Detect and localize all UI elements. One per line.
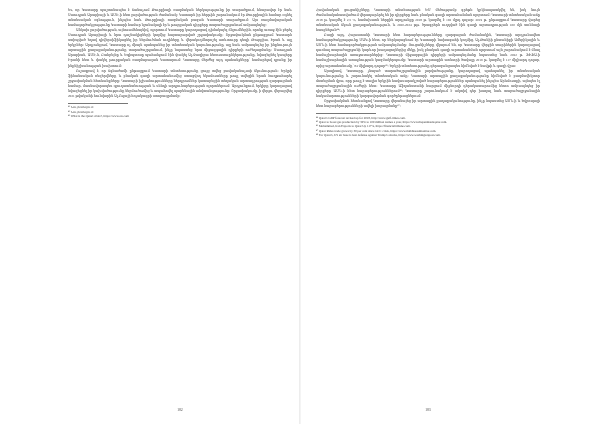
book-gutter bbox=[299, 0, 301, 424]
footnote-rule bbox=[68, 103, 128, 104]
left-footnotes bbox=[68, 105, 292, 118]
left-page-body bbox=[68, 8, 292, 99]
footnote: ⁴⁷ Qatar Rides trade grows by 30 per cent since GCC crisis, https://www.middleeastmonitor.com. bbox=[316, 128, 437, 133]
paragraph: Բացի այդ, Հայաստանի Կատարի հետ հարաբերությունները զարգացան ժամանակին, Կատարի արդյունավետ համագործակցությունը ՄԱԿ-ի հետ, որ ներկայացնում էր Կատարի նախագահի կողմից, Ալ-Թանիի ընտանիքի Ամերիկային և ԱՄՆ-ի հետ համագործակցության ամրապնդմանը։ Ցուցանիշները վկայում են, որ Կատարը վերջին տարիներին կարողացավ դառնալ տարածաշրջանի կարևոր խաղացողներից մեկը, իսկ բնական գազի արտահանման ոլորտում այն շարունակում է մնալ համաշխարհային առաջատարներից։ Կատարի միջազգային դիրքերի ամրապնդմանը նպաստեց նաև 2022 թ. ՖԻՖԱ-ի համաշխարհային առաջնության կազմակերպումը։ Կատարի արտաքին առևտրի ծավալը 2019 թ. կազմել է 117 միլիարդ դոլար, որից արտահանումը՝ 84 միլիարդ դոլար⁴⁵։ Երկրի տնտեսությունը գերազանցապես հիմնված է նավթի և գազի վրա։ bbox=[316, 33, 540, 68]
footnote: ⁴⁴ Qatar's GDP forecast revised up for 2018, http://www.gulf-times.com. bbox=[316, 115, 406, 120]
right-page-body bbox=[316, 8, 540, 109]
paragraph: Ուշագրավ է, որ ճգնաժամի ընթացքում Կատարի տնտեսությունը ցույց տվեց բավականաչափ ճկունություն։ Երկրի ֆինանսական ռեզերվները և բնական գազի արտահանումից ստացվող եկամուտները թույլ տվեցին նրան հաղթահարել շրջափակման հետևանքները։ Կատարի իշխանությունները ներդրումներ կատարեցին տեղական արտադրության զարգացման համար, մասնավորապես գյուղատնտեսության և սննդի արդյունաբերության ոլորտներում։ Արդյունքում, երկիրը կարողացավ նվազեցնել իր կախվածությունը ներմուծումից և ապահովել պարենային անվտանգությունը։ Շրջափակումը, ի վերջո, վերացվեց 2021 թվականի հունվարին Ալ-Ուլայի հռչակագրի ստորագրմամբ։ bbox=[68, 68, 292, 98]
footnote: ⁴¹ Նույն տեղում։ bbox=[68, 105, 94, 110]
page-number: 182 bbox=[177, 408, 183, 412]
page-number: 183 bbox=[425, 408, 431, 412]
footnote: ⁴⁵ Qatar to boost gas production by 30% to 100 million tonnes a year, https://www.thepeninsulaqatar.com. bbox=[316, 119, 448, 124]
right-footnotes bbox=[316, 116, 540, 138]
right-page bbox=[316, 8, 540, 416]
paragraph: Այսպիսով, Կատարը, չնայած տարածաշրջանային լարվածությանը, կարողացավ պահպանել իր տնտեսական կայունությունը և շարունակել տնտեսական աճը։ Կատարի արտաքին քաղաքականությունը հիմնված է բազմավեկտոր մոտեցման վրա, որը թույլ է տալիս երկրին հավասարակշռված հարաբերություններ պահպանել ինչպես Արևմուտքի, այնպես էլ տարածաշրջանային ուժերի հետ։ Կատարը Աֆղանստանի հարցում միջնորդի դերակատարումից հետո ամրապնդեց իր դիրքերը ԱՄՆ-ի հետ հարաբերություններում⁴⁶։ Կատարը շարունակում է ակտիվ դեր խաղալ նաև տարածաշրջանային հակամարտությունների կարգավորման գործընթացներում։ bbox=[316, 68, 540, 98]
footnote: ⁴³ What is the Qatari crisis?, https://www.aw.com bbox=[68, 114, 129, 119]
paragraph: Հավանական ցուցանիշները Կատարի տնտեսության ԵՄ մեծությամբ գրեթե կրկնապատկվել են, իսկ նույն ժամանակահատվածում վերադարձրել են իր դիրքերը նաև բնական գազի արտահանման ոլորտում։ Կատարի տնտեսական աճը 2018 թ. կազմել է 2,5 %, համախառն ներքին արդյունքը 2018 թ. կազմել է 192 մլրդ դոլար։ 2019 թ. ընթացքում Կատարը վարեց տնտեսական ճկուն քաղաքականություն, և 2020-2024 թթ. ծրագրերն ուղղված էին գազի արտադրության 100 մլն տոննայի հասցնելուն⁴⁴։ bbox=[316, 8, 540, 33]
left-page bbox=[68, 8, 292, 416]
footnote: ⁴² Նույն տեղում։ bbox=[68, 109, 94, 114]
footnote-rule bbox=[316, 113, 376, 114]
paragraph: Եւ, որ Կատարը պաշտոնապես է ճանաչում Թուրքիայի ռազմական ներկայությունը իր տարածքում, հնարավոր էր նաև Սաուդյան Արաբիայի և ԱՄԷ-ի հետ լարվածության ժամանակ։ Կատարն իր հերթին շարունակում էր Թուրքիային համար օգնել տնտեսական օգնություն, ինչպես նաև Թուրքիայի ռազմական բազան Կատարի տարածքում։ Այս ռազմավարական համագործակցությունը Կատարի համար նշանակալի էր և թուրքական դիրքերը տարածաշրջանում ամրապնդեց։ bbox=[68, 8, 292, 28]
footnote: ⁴⁸ For Qatar's, US air base is best defense against Trump's attacks, https://www.washingtonpost.com. bbox=[316, 133, 441, 138]
footnote: ⁴⁶ Mohammed, Iran Exports to Qatar Up 117%, https://financialtribune.com. bbox=[316, 124, 411, 129]
paragraph: Անկախ լարվածության, այնուամենայնիվ, ոլորտում Կատարը կարողացավ դիմակայել ճնշումներին, որոնք առաջ էին բերել Սաուդյան Արաբիայի և նրա դաշնակիցների կողմից հայտարարված շրջափակումը։ Շրջափակման ընթացքում Կատարն ստիպված եղավ դիվերսիֆիկացնել իր ներմուծման ուղիները և վերակողմնորոշել առևտուրը դեպի Թուրքիա, Իրան և այլ երկրներ։ Արդյունքում, Կատարը ոչ միայն պահպանեց իր տնտեսական կայունությունը, այլ նաև ամրապնդեց իր ինքնուրույն արտաքին քաղաքականությունը տարածաշրջանում, ինչը նպաստեց նրա միջազգային դիրքերի ուժեղացմանը։ Սաուդյան Արաբիան, ԱՄԷ-ն, Բահրեյնը և Եգիպտոսը պահանջում էին փակել Ալ-Ջազիրա հեռուստաընկերությունը, նվազեցնել կապերը Իրանի հետ և փակել թուրքական ռազմաբազան Կատարում։ Կատարը մերժեց այդ պահանջները՝ համարելով դրանք իր ինքնիշխանության խախտում։ bbox=[68, 28, 292, 68]
paragraph: Շրջափակման հետևանքով Կատարը վերանայեց իր արտաքին քաղաքականությունը, ինչը նպաստեց ԱՄՆ-ի և Եվրոպայի հետ հարաբերությունների ավելի խորացմանը⁴⁷։ bbox=[316, 98, 540, 108]
